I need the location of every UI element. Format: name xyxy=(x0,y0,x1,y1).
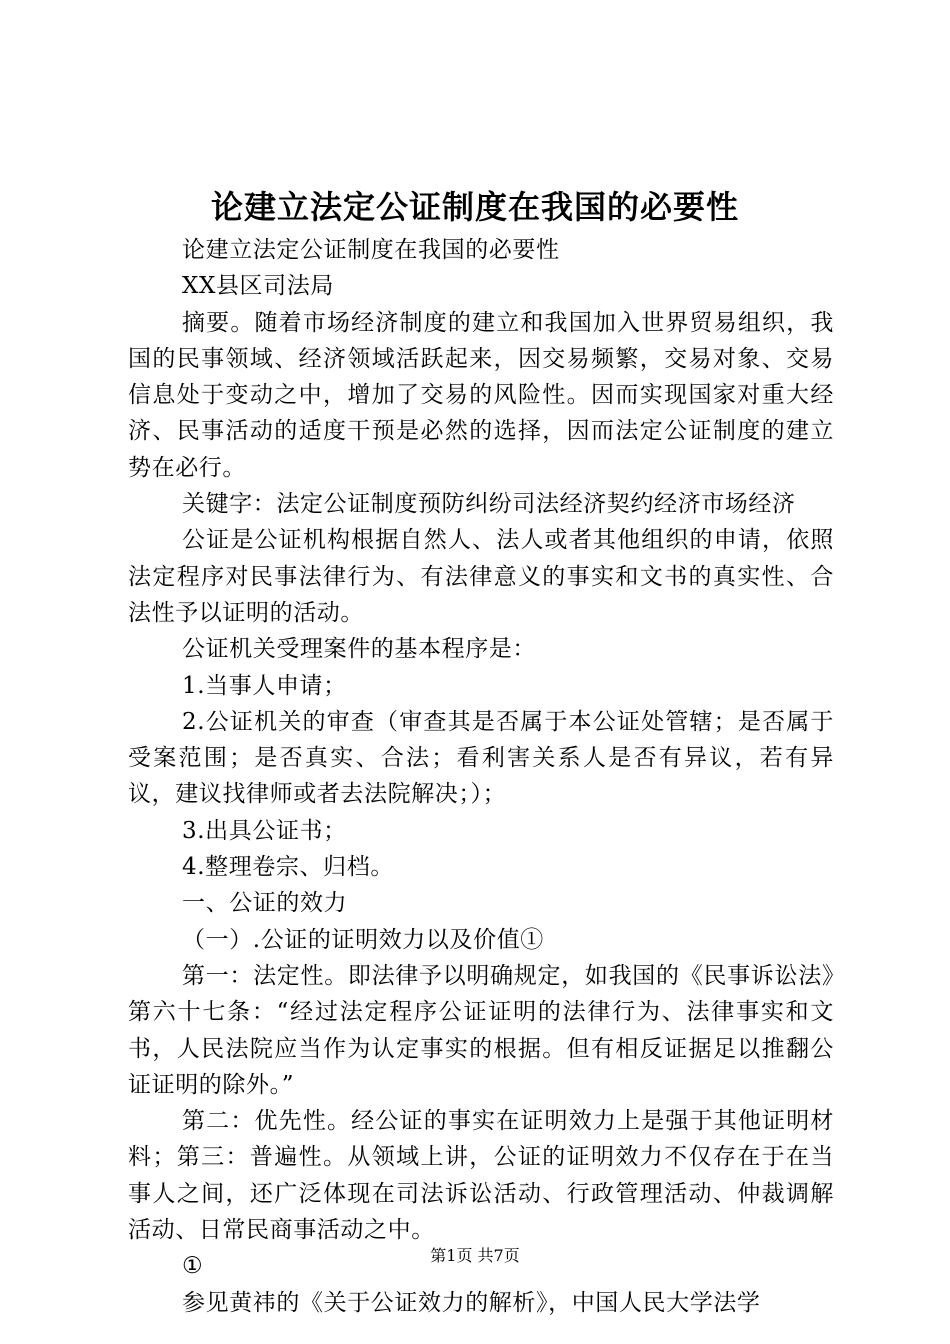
document-body xyxy=(128,232,834,1321)
subsection-heading: （一）.公证的证明效力以及价值① xyxy=(182,926,544,953)
list-item: 3.出具公证书； xyxy=(182,817,347,844)
footnote-text: 参见黄祎的《关于公证效力的解析》，中国人民大学法学 xyxy=(182,1289,761,1316)
footnote-marker: ① xyxy=(182,1253,204,1280)
document-title: 论建立法定公证制度在我国的必要性 xyxy=(210,188,739,226)
body-paragraph: 第一：法定性。即法律予以明确规定，如我国的《民事诉讼法》第六十七条：“经过法定程序公证证明的法律行为、法律事实和文书，人民法院应当作为认定事实的根据。但有相反证据足以推翻公证证明的除外。” xyxy=(128,962,834,1098)
list-item: 1.当事人申请； xyxy=(182,672,347,699)
abstract-paragraph: 摘要。随着市场经济制度的建立和我国加入世界贸易组织，我国的民事领域、经济领域活跃起来，因交易频繁，交易对象、交易信息处于变动之中，增加了交易的风险性。因而实现国家对重大经济、民事活动的适度干预是必然的选择，因而法定公证制度的建立势在必行。 xyxy=(128,309,834,481)
list-item: 4.整理卷宗、归档。 xyxy=(182,854,394,881)
subtitle-paragraph: 论建立法定公证制度在我国的必要性 xyxy=(182,237,560,263)
page-footer: 第1页 共7页 xyxy=(430,1246,520,1265)
author-paragraph: XX县区司法局 xyxy=(182,273,334,300)
body-paragraph: 公证是公证机构根据自然人、法人或者其他组织的申请，依照法定程序对民事法律行为、有法律意义的事实和文书的真实性、合法性予以证明的活动。 xyxy=(128,527,834,626)
body-paragraph: 第二：优先性。经公证的事实在证明效力上是强于其他证明材料；第三：普遍性。从领域上讲，公证的证明效力不仅存在于在当事人之间，还广泛体现在司法诉讼活动、行政管理活动、仲裁调解活动、日常民商事活动之中。 xyxy=(128,1108,834,1244)
body-paragraph: 公证机关受理案件的基本程序是： xyxy=(182,636,536,663)
list-item: 2.公证机关的审查（审查其是否属于本公证处管辖；是否属于受案范围；是否真实、合法；看利害关系人是否有异议，若有异议，建议找律师或者去法院解决；）； xyxy=(128,708,834,808)
keywords-paragraph: 关键字：法定公证制度预防纠纷司法经济契约经济市场经济 xyxy=(182,491,796,518)
section-heading: 一、公证的效力 xyxy=(182,890,348,917)
